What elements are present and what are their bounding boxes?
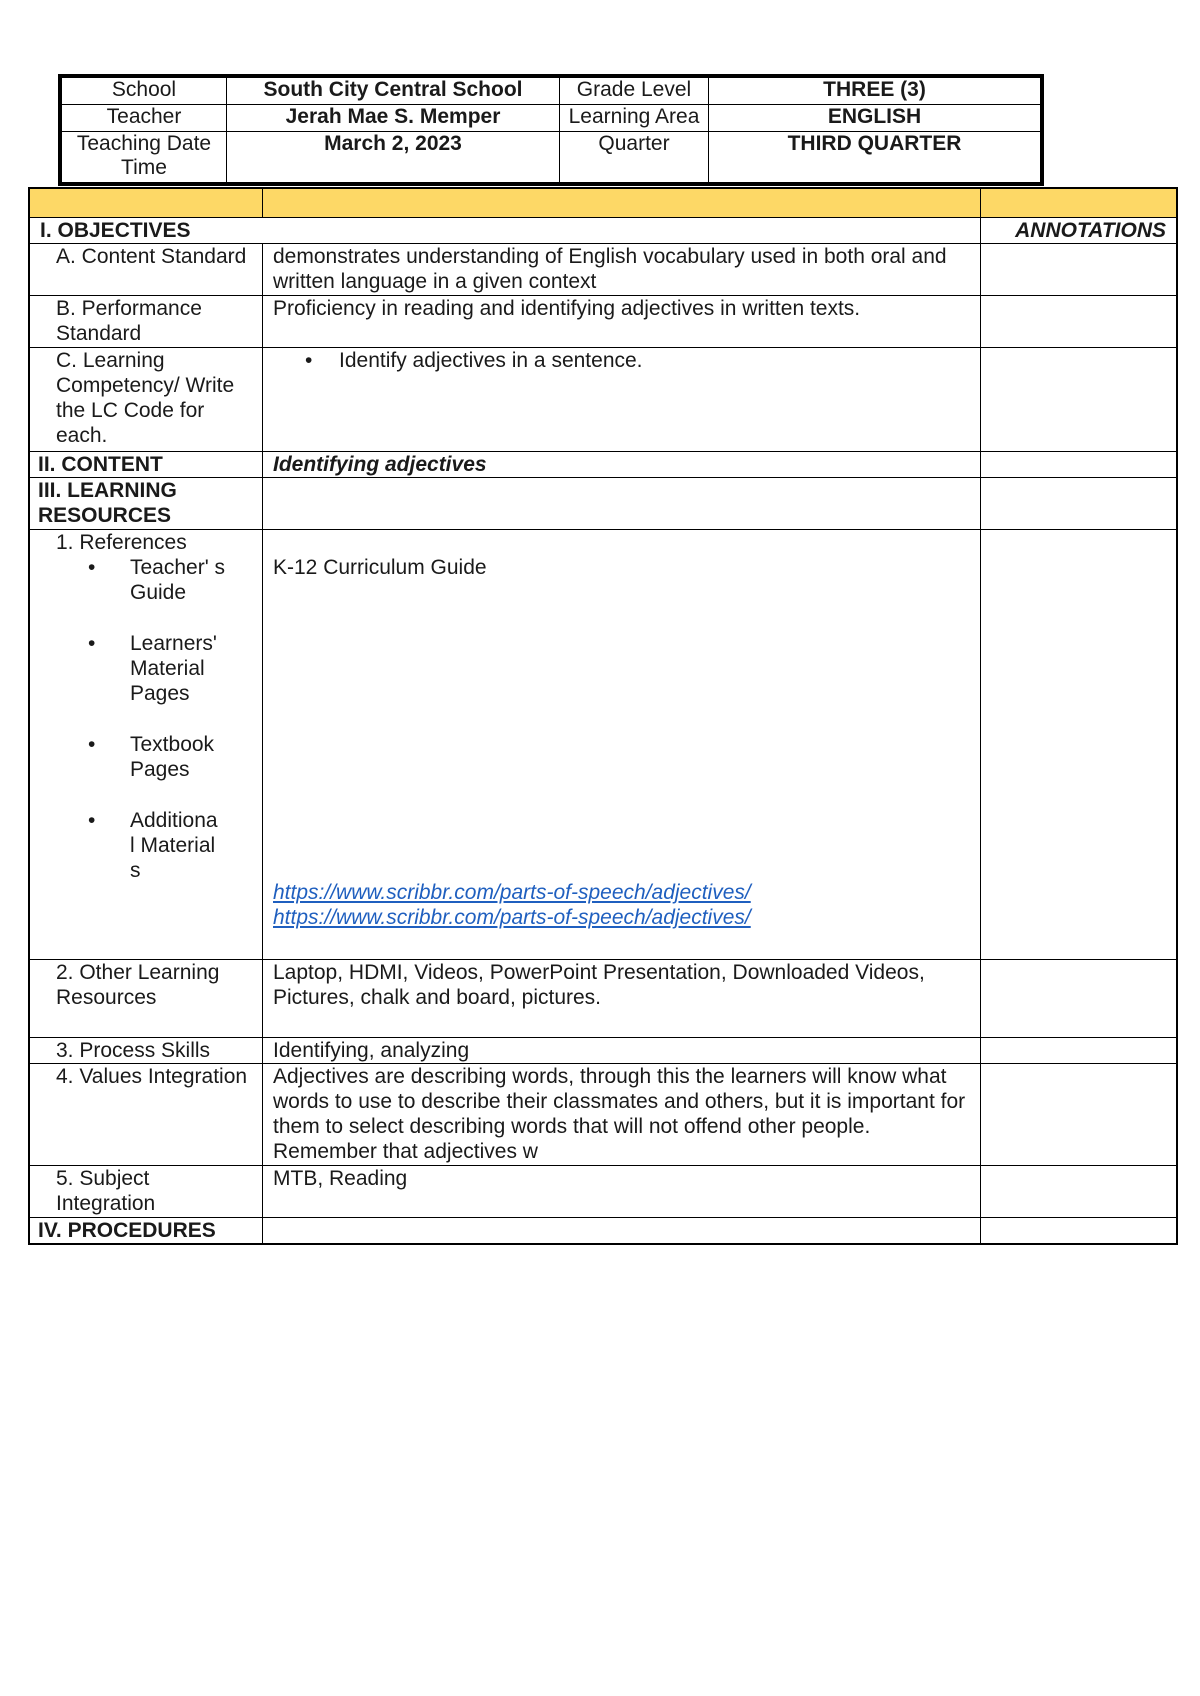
subject-integration-value: MTB, Reading [263,1166,981,1218]
process-skills-value: Identifying, analyzing [263,1038,981,1064]
teaching-date-label-line2: Time [121,156,167,179]
bullet-icon: • [305,349,313,372]
ref-item-teachers-guide: Teacher' s Guide [130,556,226,604]
learning-competency-row [29,348,1177,452]
lesson-main-table [28,187,1178,1245]
content-row [29,452,1177,478]
objectives-heading: I. OBJECTIVES [29,218,981,244]
values-integration-label: 4. Values Integration [29,1064,263,1166]
bullet-icon: • [88,632,96,655]
learning-competency-value [263,348,981,452]
performance-standard-value: Proficiency in reading and identifying adjectives in written texts. [263,296,981,348]
content-value: Identifying adjectives [263,452,981,478]
learning-competency-label: C. Learning Competency/ Write the LC Code for each. [29,348,263,452]
learning-competency-text: Identify adjectives in a sentence. [339,349,643,372]
objectives-heading-row [29,218,1177,244]
school-value: South City Central School [227,76,560,105]
teachers-guide-value: K-12 Curriculum Guide [273,556,487,579]
references-values [263,530,981,960]
references-label: 1. References [56,531,187,554]
grade-level-value: THREE (3) [709,76,1043,105]
subject-integration-row [29,1166,1177,1218]
content-standard-row [29,244,1177,296]
ref-item-textbook-pages: Textbook Pages [130,733,215,781]
process-skills-label: 3. Process Skills [29,1038,263,1064]
subject-integration-label: 5. Subject Integration [29,1166,263,1218]
procedures-row [29,1218,1177,1245]
bullet-icon: • [88,809,96,832]
learning-resources-heading: III. LEARNING RESOURCES [29,478,263,530]
teaching-date-label-line1: Teaching Date [76,132,212,155]
other-resources-row [29,960,1177,1038]
process-skills-row [29,1038,1177,1064]
references-cell [29,530,263,960]
bullet-icon: • [88,733,96,756]
bullet-icon: • [88,556,96,579]
other-resources-label: 2. Other Learning Resources [29,960,263,1038]
highlight-row [29,188,1177,218]
reference-link[interactable]: https://www.scribbr.com/parts-of-speech/adjectives/ [273,906,751,929]
other-resources-value: Laptop, HDMI, Videos, PowerPoint Presentation, Downloaded Videos, Pictures, chalk and board, pictures. [263,960,981,1038]
teaching-date-label [60,132,227,185]
teacher-value: Jerah Mae S. Memper [227,105,560,132]
teacher-label: Teacher [60,105,227,132]
quarter-label: Quarter [560,132,709,185]
content-heading: II. CONTENT [29,452,263,478]
procedures-heading: IV. PROCEDURES [29,1218,263,1245]
values-integration-value: Adjectives are describing words, through this the learners will know what words to use to describe their classmates and others, but it is important for them to select describing words that will not offend other people. Remember that adjectives w [263,1064,981,1166]
learning-area-value: ENGLISH [709,105,1043,132]
references-row [29,530,1177,960]
teaching-date-value: March 2, 2023 [227,132,560,185]
annotations-heading: ANNOTATIONS [981,218,1178,244]
content-standard-value: demonstrates understanding of English vocabulary used in both oral and written language in a given context [263,244,981,296]
lesson-header-table [58,74,1044,186]
ref-item-additional-materials: Additional Materials [130,809,218,882]
learning-resources-row [29,478,1177,530]
learning-area-label: Learning Area [560,105,709,132]
content-standard-label: A. Content Standard [29,244,263,296]
reference-link[interactable]: https://www.scribbr.com/parts-of-speech/adjectives/ [273,881,751,904]
grade-level-label: Grade Level [560,76,709,105]
ref-item-learners-material: Learners' Material Pages [130,632,217,705]
quarter-value: THIRD QUARTER [709,132,1043,185]
performance-standard-label: B. Performance Standard [29,296,263,348]
performance-standard-row [29,296,1177,348]
values-integration-row [29,1064,1177,1166]
school-label: School [60,76,227,105]
